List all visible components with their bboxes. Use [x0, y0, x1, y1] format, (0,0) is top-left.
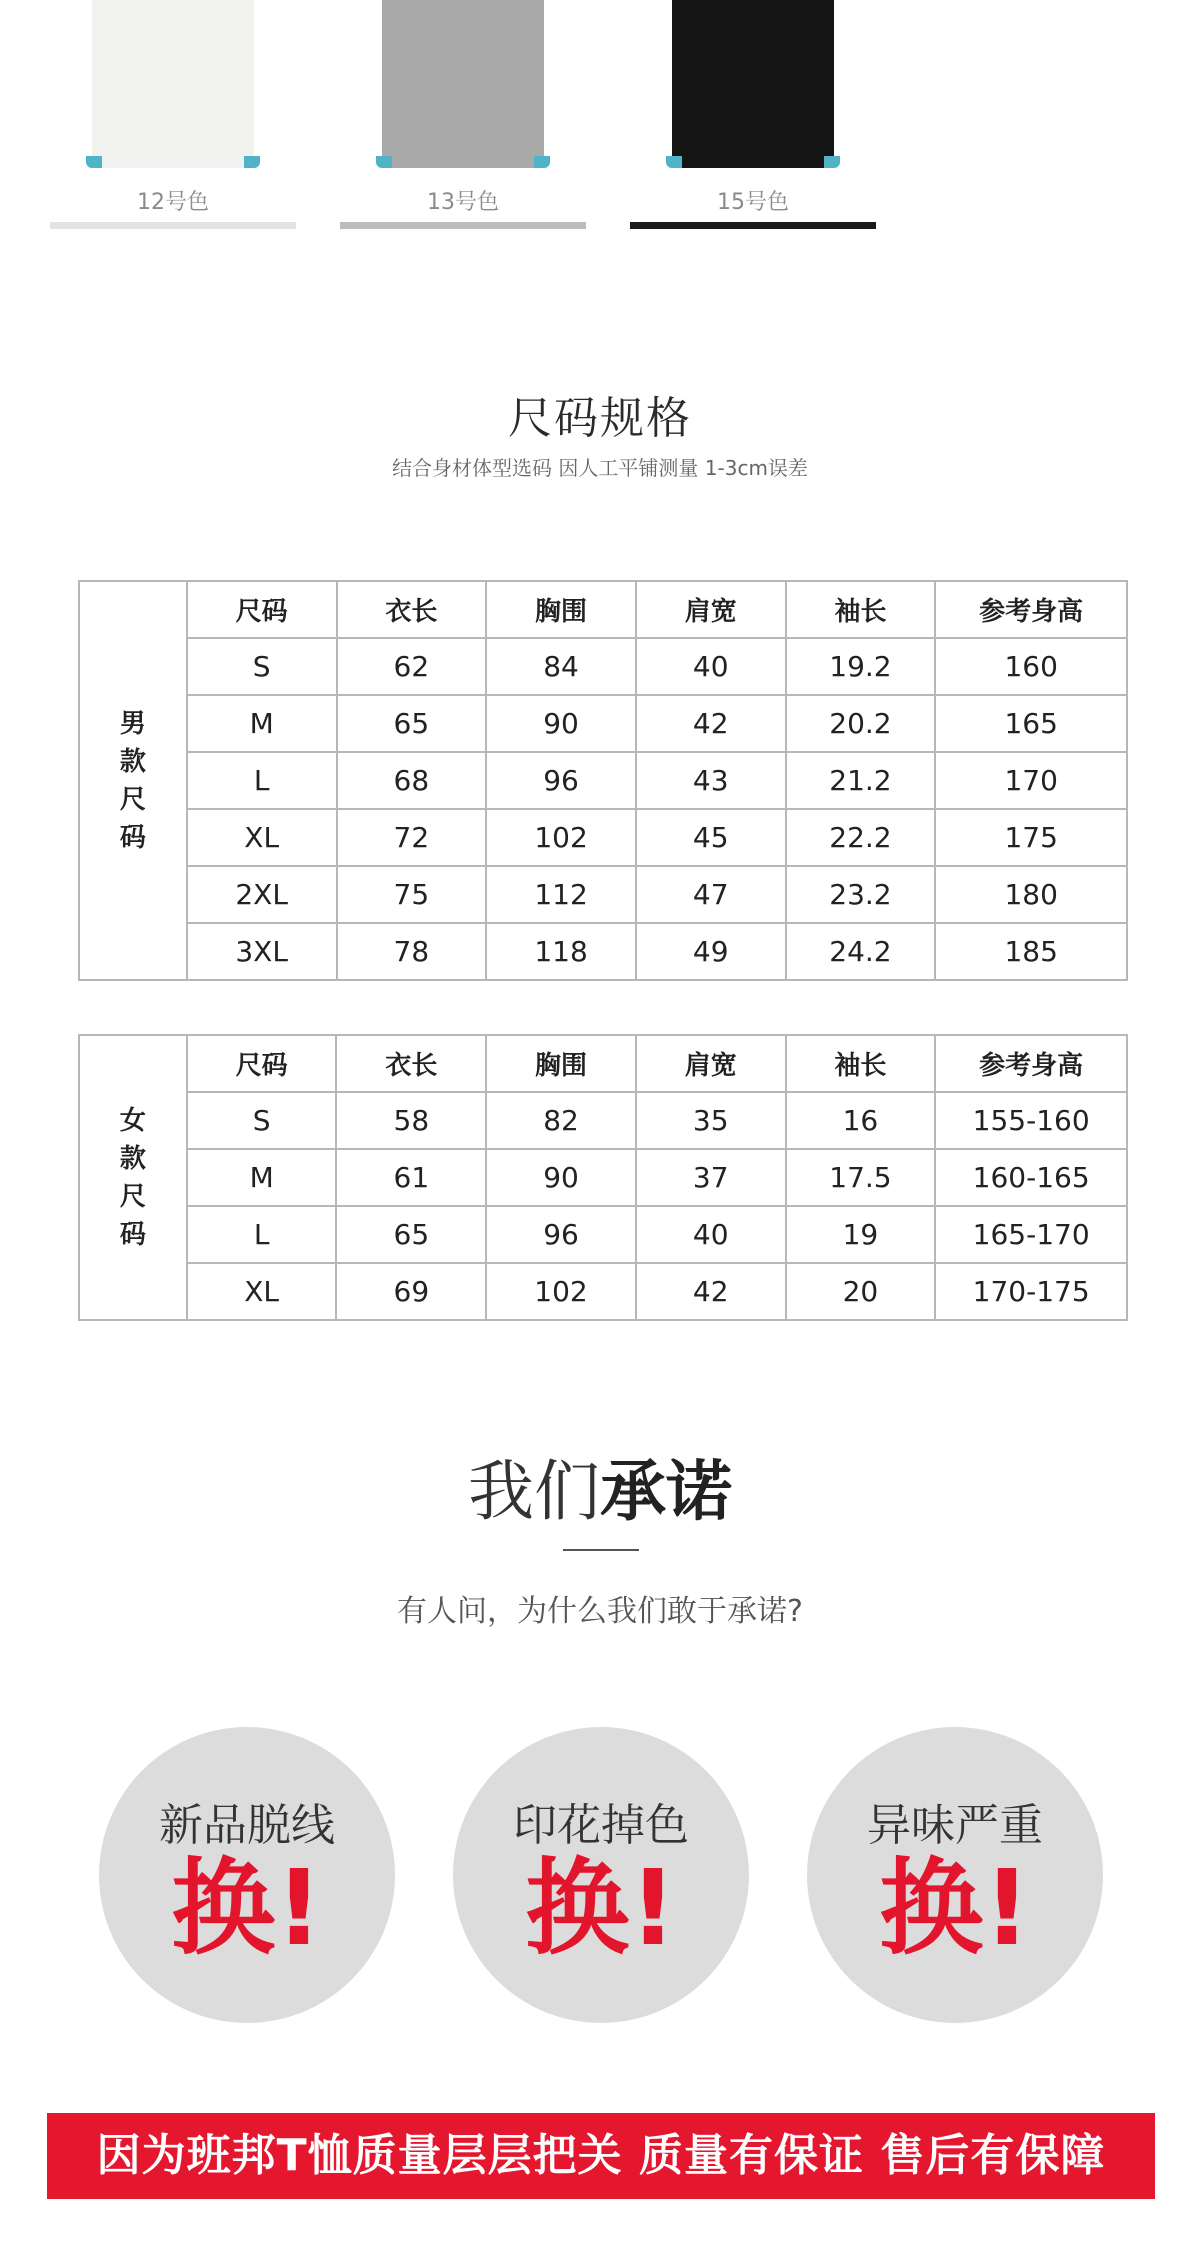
- table-cell: 23.2: [786, 866, 936, 923]
- quality-banner: 因为班邦T恤质量层层把关 质量有保证 售后有保障: [47, 2113, 1155, 2199]
- header-cell: 袖长: [786, 581, 936, 638]
- promise-title-light: 我们: [468, 1453, 600, 1530]
- promise-circle-exchange: 换!: [171, 1847, 323, 1969]
- table-cell: 62: [337, 638, 487, 695]
- swatch-label: 15号色: [717, 190, 789, 215]
- table-cell: L: [187, 1206, 337, 1263]
- promise-title: [0, 1438, 1200, 1533]
- header-cell: 肩宽: [636, 1035, 786, 1092]
- hem-trim: [824, 156, 840, 168]
- women-table-label: 女款尺码: [79, 1035, 187, 1320]
- size-section-title: 尺码规格: [508, 393, 692, 444]
- promise-circle-label: 印花掉色: [513, 1800, 689, 1851]
- table-cell: 78: [337, 923, 487, 980]
- swatch-color-bar: [50, 222, 296, 229]
- table-row: [79, 1206, 1127, 1263]
- table-cell: 96: [486, 752, 636, 809]
- table-row: [79, 809, 1127, 866]
- table-cell: 112: [486, 866, 636, 923]
- table-header-row: [79, 581, 1127, 638]
- table-cell: 170: [935, 752, 1127, 809]
- table-cell: 20.2: [786, 695, 936, 752]
- swatch-15[interactable]: [630, 0, 876, 230]
- promise-circle-exchange: 换!: [879, 1847, 1031, 1969]
- table-cell: 3XL: [187, 923, 337, 980]
- table-cell: 42: [636, 695, 786, 752]
- swatch-label: 13号色: [427, 190, 499, 215]
- hem-trim: [534, 156, 550, 168]
- table-cell: 47: [636, 866, 786, 923]
- promise-subtitle: 有人问，为什么我们敢于承诺?: [397, 1594, 803, 1629]
- promise-circle-odor: [807, 1727, 1103, 2023]
- table-cell: 17.5: [786, 1149, 936, 1206]
- table-cell: 43: [636, 752, 786, 809]
- hem-trim: [86, 156, 102, 168]
- table-cell: 22.2: [786, 809, 936, 866]
- table-cell: 118: [486, 923, 636, 980]
- table-cell: 160-165: [935, 1149, 1127, 1206]
- table-cell: 165: [935, 695, 1127, 752]
- divider: [563, 1549, 639, 1551]
- table-row: [79, 1263, 1127, 1320]
- table-cell: 90: [486, 1149, 636, 1206]
- header-cell: 衣长: [336, 1035, 486, 1092]
- header-cell: 袖长: [786, 1035, 936, 1092]
- table-cell: 21.2: [786, 752, 936, 809]
- table-cell: 19: [786, 1206, 936, 1263]
- table-cell: 65: [336, 1206, 486, 1263]
- table-cell: 69: [336, 1263, 486, 1320]
- table-cell: S: [187, 638, 337, 695]
- table-cell: L: [187, 752, 337, 809]
- men-size-table: [78, 580, 1128, 981]
- table-cell: 96: [486, 1206, 636, 1263]
- table-cell: 84: [486, 638, 636, 695]
- swatch-color-bar: [340, 222, 586, 229]
- table-cell: 185: [935, 923, 1127, 980]
- table-row: [79, 866, 1127, 923]
- shirt-image: [382, 0, 544, 168]
- table-cell: 180: [935, 866, 1127, 923]
- table-row: [79, 1149, 1127, 1206]
- table-cell: 2XL: [187, 866, 337, 923]
- promise-title-bold: 承诺: [600, 1453, 732, 1530]
- table-cell: XL: [187, 809, 337, 866]
- header-cell: 肩宽: [636, 581, 786, 638]
- header-cell: 尺码: [187, 581, 337, 638]
- table-cell: 160: [935, 638, 1127, 695]
- women-size-table: [78, 1034, 1128, 1321]
- table-cell: 40: [636, 1206, 786, 1263]
- hem-trim: [376, 156, 392, 168]
- header-cell: 衣长: [337, 581, 487, 638]
- table-cell: M: [187, 695, 337, 752]
- table-cell: 49: [636, 923, 786, 980]
- promise-circle-exchange: 换!: [525, 1847, 677, 1969]
- table-row: [79, 752, 1127, 809]
- swatch-12[interactable]: [50, 0, 296, 230]
- promise-circle-label: 新品脱线: [159, 1800, 335, 1851]
- table-cell: 65: [337, 695, 487, 752]
- table-cell: 16: [786, 1092, 936, 1149]
- table-cell: 175: [935, 809, 1127, 866]
- table-cell: 20: [786, 1263, 936, 1320]
- table-cell: 102: [486, 1263, 636, 1320]
- swatch-13[interactable]: [340, 0, 586, 230]
- table-cell: XL: [187, 1263, 337, 1320]
- table-row: [79, 1092, 1127, 1149]
- table-header-row: [79, 1035, 1127, 1092]
- header-cell: 胸围: [486, 1035, 636, 1092]
- swatch-label: 12号色: [137, 190, 209, 215]
- table-cell: 42: [636, 1263, 786, 1320]
- men-table-label: 男款尺码: [79, 581, 187, 980]
- table-cell: 165-170: [935, 1206, 1127, 1263]
- shirt-image: [672, 0, 834, 168]
- table-cell: 58: [336, 1092, 486, 1149]
- header-cell: 尺码: [187, 1035, 337, 1092]
- promise-circle-print: [453, 1727, 749, 2023]
- promise-circle-label: 异味严重: [867, 1800, 1043, 1851]
- header-cell: 胸围: [486, 581, 636, 638]
- table-cell: 37: [636, 1149, 786, 1206]
- table-cell: 68: [337, 752, 487, 809]
- header-cell: 参考身高: [935, 581, 1127, 638]
- table-cell: 155-160: [935, 1092, 1127, 1149]
- table-cell: 24.2: [786, 923, 936, 980]
- table-cell: 75: [337, 866, 487, 923]
- table-row: [79, 695, 1127, 752]
- header-cell: 参考身高: [935, 1035, 1127, 1092]
- hem-trim: [244, 156, 260, 168]
- table-cell: 90: [486, 695, 636, 752]
- table-cell: 19.2: [786, 638, 936, 695]
- table-cell: 82: [486, 1092, 636, 1149]
- table-cell: 102: [486, 809, 636, 866]
- swatch-color-bar: [630, 222, 876, 229]
- hem-trim: [666, 156, 682, 168]
- promise-circle-thread: [99, 1727, 395, 2023]
- size-section-subtitle: 结合身材体型选码 因人工平铺测量 1-3cm误差: [392, 456, 808, 480]
- table-cell: 61: [336, 1149, 486, 1206]
- table-cell: 72: [337, 809, 487, 866]
- table-cell: S: [187, 1092, 337, 1149]
- table-cell: 40: [636, 638, 786, 695]
- shirt-image: [92, 0, 254, 168]
- table-cell: M: [187, 1149, 337, 1206]
- table-cell: 170-175: [935, 1263, 1127, 1320]
- table-cell: 35: [636, 1092, 786, 1149]
- table-row: [79, 638, 1127, 695]
- table-cell: 45: [636, 809, 786, 866]
- table-row: [79, 923, 1127, 980]
